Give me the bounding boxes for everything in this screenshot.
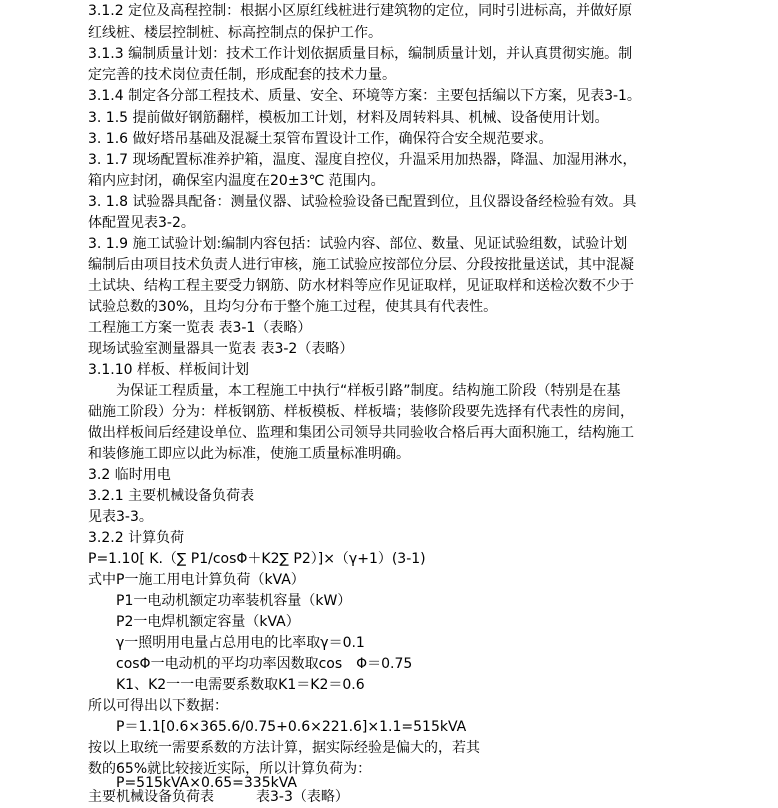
text-line: 见表3-3。	[88, 509, 153, 525]
text-line: 式中P一施工用电计算负荷（kVA）	[88, 572, 305, 588]
text-line: 箱内应封闭，确保室内温度在20±3℃ 范围内。	[88, 173, 385, 189]
text-line: 础施工阶段）分为：样板钢筋、样板模板、样板墙；装修阶段要先选择有代表性的房间，	[88, 404, 634, 420]
text-line: 和装修施工即应以此为标准，使施工质量标准明确。	[88, 446, 410, 462]
text-line: 3. 1.6 做好塔吊基础及混凝土泵管布置设计工作，确保符合安全规范要求。	[88, 131, 553, 147]
text-line: 土试块、结构工程主要受力钢筋、防水材料等应作见证取样，见证取样和送检次数不少于	[88, 278, 634, 294]
formula-line: P=1.10[ K.（∑ P1/cosΦ＋K2∑ P2）]×（γ+1）(3-1)	[88, 551, 426, 567]
text-line: γ一照明用电量占总用电的比率取γ＝0.1	[88, 635, 365, 651]
text-line: K1、K2一一电需要系数取K1＝K2＝0.6	[88, 677, 365, 693]
text-line: 3. 1.5 提前做好钢筋翻样，模板加工计划，材料及周转料具、机械、设备使用计划。	[88, 110, 609, 126]
text-line: 按以上取统一需要系数的方法计算，据实际经验是偏大的，若其	[88, 740, 480, 756]
text-line: 做出样板间后经建设单位、监理和集团公司领导共同验收合格后再大面积施工，结构施工	[88, 425, 634, 441]
text-line: 编制后由项目技术负责人进行审核，施工试验应按部位分层、分段按批量送试，其中混凝	[88, 257, 634, 273]
text-line: 3.1.3 编制质量计划：技术工作计划依据质量目标，编制质量计划，并认真贯彻实施。制	[88, 46, 633, 62]
text-line: 3.1.4 制定各分部工程技术、质量、安全、环境等方案：主要包括编以下方案，见表3-1。	[88, 88, 641, 104]
text-line: 数的65%就比较接近实际，所以计算负荷为：	[88, 761, 372, 777]
text-line: 3.1.10 样板、样板间计划	[88, 362, 249, 378]
text-line: 3.1.2 定位及高程控制：根据小区原红线桩进行建筑物的定位，同时引进标高，并做好原	[88, 3, 633, 19]
text-line: 定完善的技术岗位责任制，形成配套的技术力量。	[88, 67, 396, 83]
text-line: 体配置见表3-2。	[88, 215, 195, 231]
text-line: 现场试验室测量器具一览表 表3-2（表略）	[88, 341, 354, 357]
text-line: 3. 1.7 现场配置标准养护箱，温度、湿度自控仪，升温采用加热器，降温、加湿用淋水，	[88, 152, 637, 168]
formula-line: P=515kVA×0.65=335kVA	[88, 775, 297, 791]
text-line: 3. 1.9 施工试验计划:编制内容包括：试验内容、部位、数量、见证试验组数，试验计划	[88, 236, 628, 252]
text-line: 3.2.2 计算负荷	[88, 530, 185, 546]
text-line: P2一电焊机额定容量（kVA）	[88, 614, 300, 630]
text-line: 3. 1.8 试验器具配备：测量仪器、试验检验设备已配置到位，且仪器设备经检验有效。具	[88, 194, 637, 210]
text-line: 所以可得出以下数据：	[88, 698, 228, 714]
text-line: 红线桩、楼层控制桩、标高控制点的保护工作。	[88, 25, 382, 41]
text-line: 试验总数的30%，且均匀分布于整个施工过程，使其具有代表性。	[88, 299, 498, 315]
text-line: 3.2.1 主要机械设备负荷表	[88, 488, 255, 504]
text-line: 3.2 临时用电	[88, 467, 171, 483]
formula-line: P＝1.1[0.6×365.6/0.75+0.6×221.6]×1.1=515kVA	[88, 719, 467, 735]
text-line: cosΦ一电动机的平均功率因数取cos Φ＝0.75	[88, 656, 413, 672]
text-line: 工程施工方案一览表 表3-1（表略）	[88, 320, 312, 336]
text-line: P1一电动机额定功率装机容量（kW）	[88, 593, 352, 609]
text-line: 为保证工程质量，本工程施工中执行“样板引路”制度。结构施工阶段（特别是在基	[88, 383, 621, 399]
text-line: 主要机械设备负荷表 表3-3（表略）	[88, 789, 349, 805]
